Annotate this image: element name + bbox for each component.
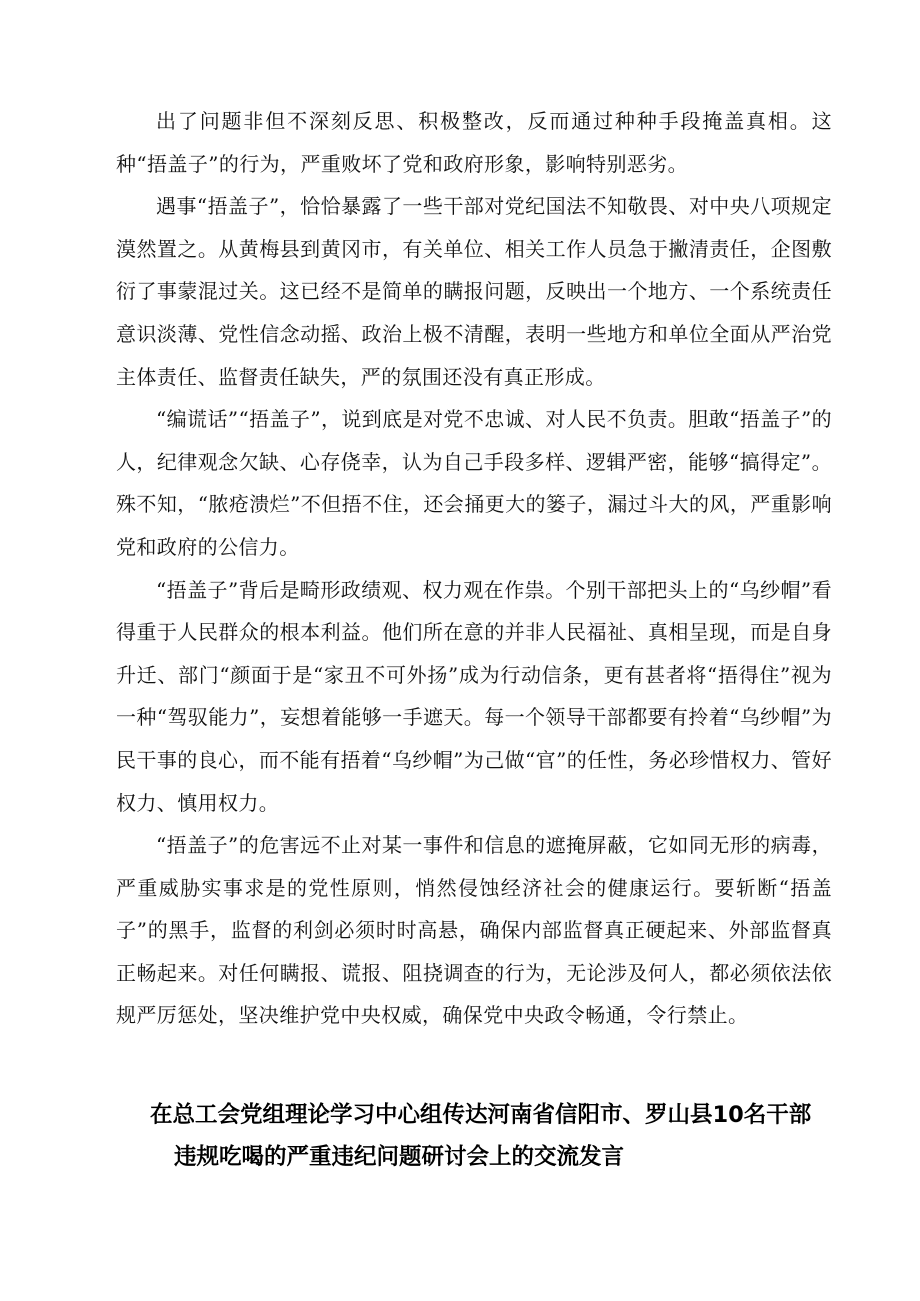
heading-line-1: 在总工会党组理论学习中心组传达河南省信阳市、罗山县10名干部 [150, 1102, 812, 1128]
paragraph-4: “捂盖子”背后是畸形政绩观、权力观在作祟。个别干部把头上的“乌纱帽”看得重于人民群众的根本利益。他们所在意的并非人民福祉、真相呈现，而是自身升迁、部门“颜面于是“家丑不可外扬”成为行动信条，更有甚者将“捂得住”视为一种“驾驭能力”，妄想着能够一手遮天。每一个领导干部都要有拎着“乌纱帽”为民干事的良心，而不能有捂着“乌纱帽”为己做“官”的任性，务必珍惜权力、管好权力、慎用权力。 [116, 577, 832, 815]
paragraph-1: 出了问题非但不深刻反思、积极整改，反而通过种种手段掩盖真相。这种“捂盖子”的行为，严重败坏了党和政府形象，影响特别恶劣。 [116, 109, 832, 176]
article-body [116, 100, 832, 1037]
paragraph-2: 遇事“捂盖子”，恰恰暴露了一些干部对党纪国法不知敬畏、对中央八项规定漠然置之。从黄梅县到黄冈市，有关单位、相关工作人员急于撇清责任，企图敷衍了事蒙混过关。这已经不是简单的瞒报问题，反映出一个地方、一个系统责任意识淡薄、党性信念动摇、政治上极不清醒，表明一些地方和单位全面从严治党主体责任、监督责任缺失，严的氛围还没有真正形成。 [116, 194, 832, 389]
paragraph-5: “捂盖子”的危害远不止对某一事件和信息的遮掩屏蔽，它如同无形的病毒，严重威胁实事求是的党性原则，悄然侵蚀经济社会的健康运行。要斩断“捂盖子”的黑手，监督的利剑必须时时高悬，确保内部监督真正硬起来、外部监督真正畅起来。对任何瞒报、谎报、阻挠调查的行为，无论涉及何人，都必须依法依规严厉惩处，坚决维护党中央权威，确保党中央政令畅通，令行禁止。 [116, 833, 832, 1028]
paragraph-3: “编谎话”“捂盖子”，说到底是对党不忠诚、对人民不负责。胆敢“捂盖子”的人，纪律观念欠缺、心存侥幸，认为自己手段多样、逻辑严密，能够“搞得定”。殊不知，“脓疮溃烂”不但捂不住，还会捅更大的篓子，漏过斗大的风，严重影响党和政府的公信力。 [116, 407, 832, 559]
heading-line-2: 违规吃喝的严重违纪问题研讨会上的交流发言 [174, 1144, 625, 1170]
section-heading [150, 1094, 840, 1178]
